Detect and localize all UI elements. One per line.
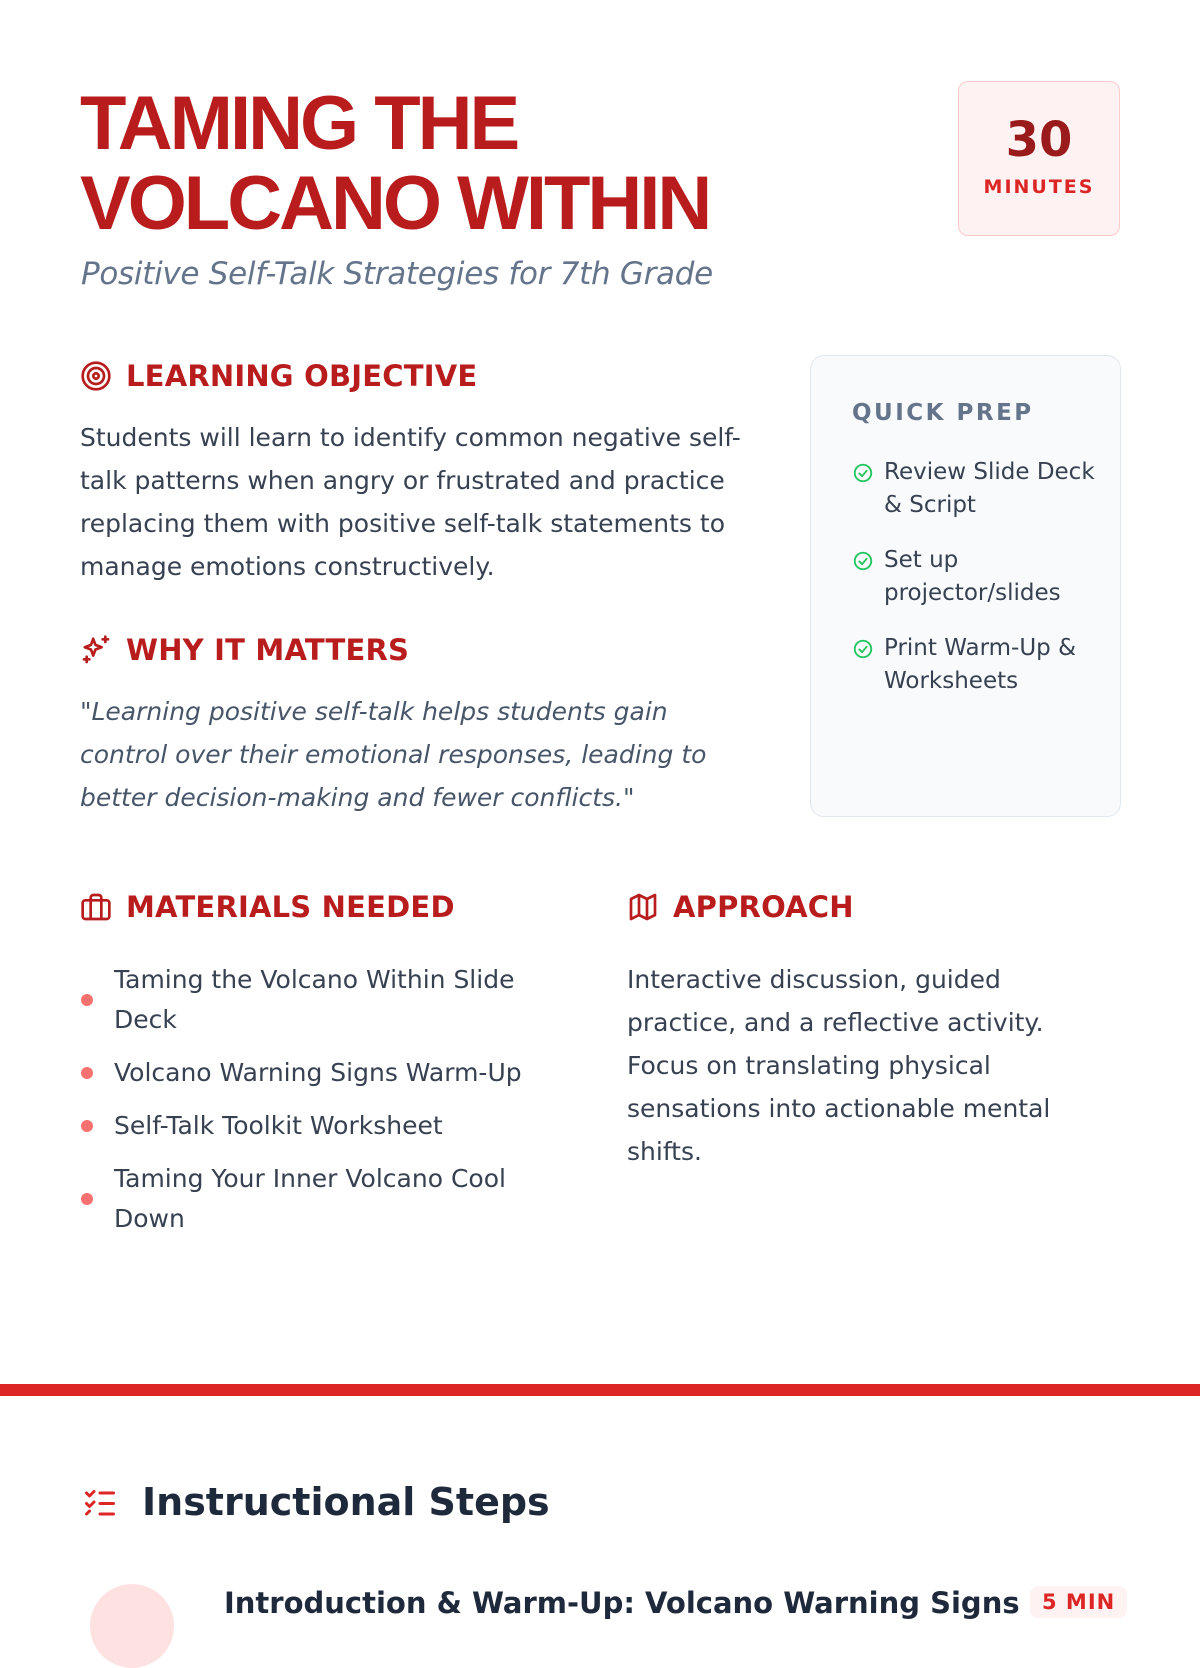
check-circle-icon [852, 550, 874, 572]
section-divider [0, 1384, 1200, 1396]
why-heading-label: WHY IT MATTERS [126, 633, 410, 667]
list-checks-icon [82, 1484, 118, 1520]
briefcase-icon [80, 891, 112, 923]
why-heading [80, 633, 409, 667]
duration-value: 30 [1005, 112, 1073, 168]
quick-prep-item [852, 456, 1102, 522]
lesson-title-line-1: TAMING THE [80, 81, 518, 166]
check-circle-icon [852, 462, 874, 484]
lesson-subtitle: Positive Self-Talk Strategies for 7th Grade [81, 256, 713, 292]
step-title: Introduction & Warm-Up: Volcano Warning Signs [224, 1586, 1020, 1620]
duration-badge [958, 81, 1120, 236]
quick-prep-item-label: Print Warm-Up & Worksheets [884, 635, 1077, 694]
quick-prep-item [852, 544, 1102, 610]
materials-list [80, 960, 560, 1252]
map-icon [627, 891, 659, 923]
steps-heading [82, 1480, 550, 1524]
target-icon [80, 360, 112, 392]
materials-heading-label: MATERIALS NEEDED [126, 890, 455, 924]
why-quote: "Learning positive self-talk helps students gain control over their emotional responses, leading to better decision-making and fewer conflicts." [80, 697, 707, 812]
step-number-circle [90, 1584, 174, 1668]
approach-text: Interactive discussion, guided practice, and a reflective activity. Focus on translating physical sensations into actionable mental shifts. [627, 965, 1051, 1166]
check-circle-icon [852, 638, 874, 660]
quick-prep-title: QUICK PREP [852, 400, 1034, 426]
duration-unit: MINUTES [983, 176, 1095, 198]
approach-heading [627, 890, 854, 924]
objective-heading [80, 359, 477, 393]
quick-prep-item-label: Set up projector/slides [884, 547, 1061, 606]
material-item: Taming the Volcano Within Slide Deck [80, 960, 560, 1040]
objective-heading-label: LEARNING OBJECTIVE [126, 359, 478, 393]
approach-heading-label: APPROACH [673, 890, 854, 924]
quick-prep-card [810, 355, 1121, 817]
material-item: Self-Talk Toolkit Worksheet [80, 1106, 560, 1146]
objective-text: Students will learn to identify common negative self-talk patterns when angry or frustrated and practice replacing them with positive self-talk statements to manage emotions constructively. [80, 423, 741, 581]
steps-heading-label: Instructional Steps [142, 1480, 550, 1524]
quick-prep-item [852, 632, 1102, 698]
lesson-title-line-2: VOLCANO WITHIN [80, 161, 710, 246]
quick-prep-list [852, 456, 1102, 720]
material-item: Volcano Warning Signs Warm-Up [80, 1053, 560, 1093]
quick-prep-item-label: Review Slide Deck & Script [884, 459, 1095, 518]
material-item: Taming Your Inner Volcano Cool Down [80, 1159, 560, 1239]
sparkles-icon [80, 634, 112, 666]
lesson-title [80, 81, 900, 246]
step-duration-badge: 5 MIN [1030, 1586, 1127, 1618]
materials-heading [80, 890, 455, 924]
